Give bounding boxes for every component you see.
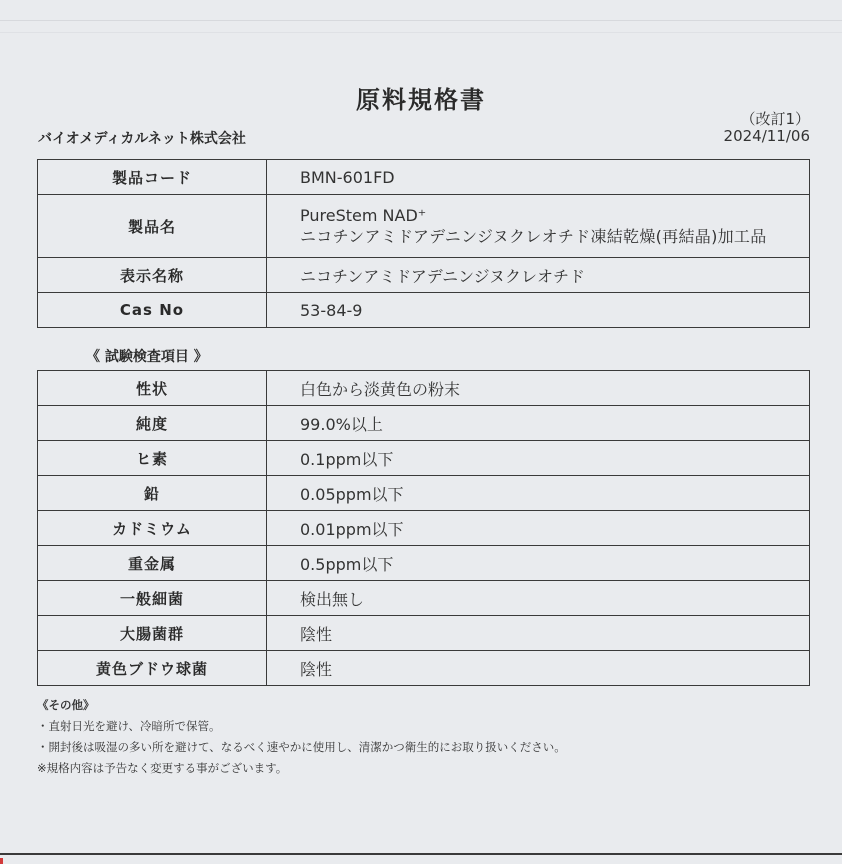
table-row: [38, 195, 810, 258]
document-title: 原料規格書: [356, 86, 486, 114]
product-code-value: BMN-601FD: [267, 160, 810, 195]
test-item-value: 検出無し: [267, 581, 810, 616]
note-line: ・直射日光を避け、冷暗所で保管。: [37, 719, 221, 733]
table-row: [38, 258, 810, 293]
notes-section: [37, 695, 566, 779]
table-row: [38, 616, 810, 651]
test-item-value: 陰性: [267, 651, 810, 686]
product-info-table: [37, 159, 810, 328]
test-item-value: 0.1ppm以下: [267, 441, 810, 476]
notes-heading: 《その他》: [37, 698, 95, 712]
product-name-brand: PureStem NAD⁺: [300, 206, 427, 225]
company-name: バイオメディカルネット株式会社: [38, 131, 246, 147]
test-item-value: 99.0%以上: [267, 406, 810, 441]
cas-no-value: 53-84-9: [267, 293, 810, 328]
revision-label: （改訂1）: [740, 110, 810, 128]
top-divider: [0, 20, 842, 21]
test-item-label: 一般細菌: [38, 581, 267, 616]
table-row: [38, 546, 810, 581]
product-code-label: 製品コード: [38, 160, 267, 195]
table-row: [38, 441, 810, 476]
top-divider-secondary: [0, 32, 842, 33]
test-item-label: 性状: [38, 371, 267, 406]
table-row: [38, 160, 810, 195]
test-item-label: ヒ素: [38, 441, 267, 476]
test-item-value: 陰性: [267, 616, 810, 651]
display-name-value: ニコチンアミドアデニンジヌクレオチド: [267, 258, 810, 293]
table-row: [38, 476, 810, 511]
note-line: ※規格内容は予告なく変更する事がございます。: [37, 761, 288, 775]
test-item-value: 白色から淡黄色の粉末: [267, 371, 810, 406]
test-section-heading: 《 試験検査項目 》: [86, 349, 208, 365]
document-date: 2024/11/06: [723, 127, 810, 145]
display-name-label: 表示名称: [38, 258, 267, 293]
product-name-label: 製品名: [38, 195, 267, 258]
test-items-table: [37, 370, 810, 686]
product-name-description: ニコチンアミドアデニンジヌクレオチド凍結乾燥(再結晶)加工品: [300, 227, 767, 246]
test-item-label: カドミウム: [38, 511, 267, 546]
table-row: [38, 651, 810, 686]
note-line: ・開封後は吸湿の多い所を避けて、なるべく速やかに使用し、清潔かつ衛生的にお取り扱いください。: [37, 740, 566, 754]
cas-no-label: Cas No: [38, 293, 267, 328]
product-name-value: [267, 195, 810, 258]
test-item-label: 大腸菌群: [38, 616, 267, 651]
table-row: [38, 511, 810, 546]
bottom-divider: [0, 853, 842, 855]
test-item-label: 純度: [38, 406, 267, 441]
table-row: [38, 406, 810, 441]
test-item-label: 重金属: [38, 546, 267, 581]
test-item-value: 0.01ppm以下: [267, 511, 810, 546]
test-item-value: 0.5ppm以下: [267, 546, 810, 581]
test-item-label: 黄色ブドウ球菌: [38, 651, 267, 686]
table-row: [38, 293, 810, 328]
table-row: [38, 371, 810, 406]
corner-marker: [0, 858, 3, 864]
test-item-value: 0.05ppm以下: [267, 476, 810, 511]
test-item-label: 鉛: [38, 476, 267, 511]
table-row: [38, 581, 810, 616]
